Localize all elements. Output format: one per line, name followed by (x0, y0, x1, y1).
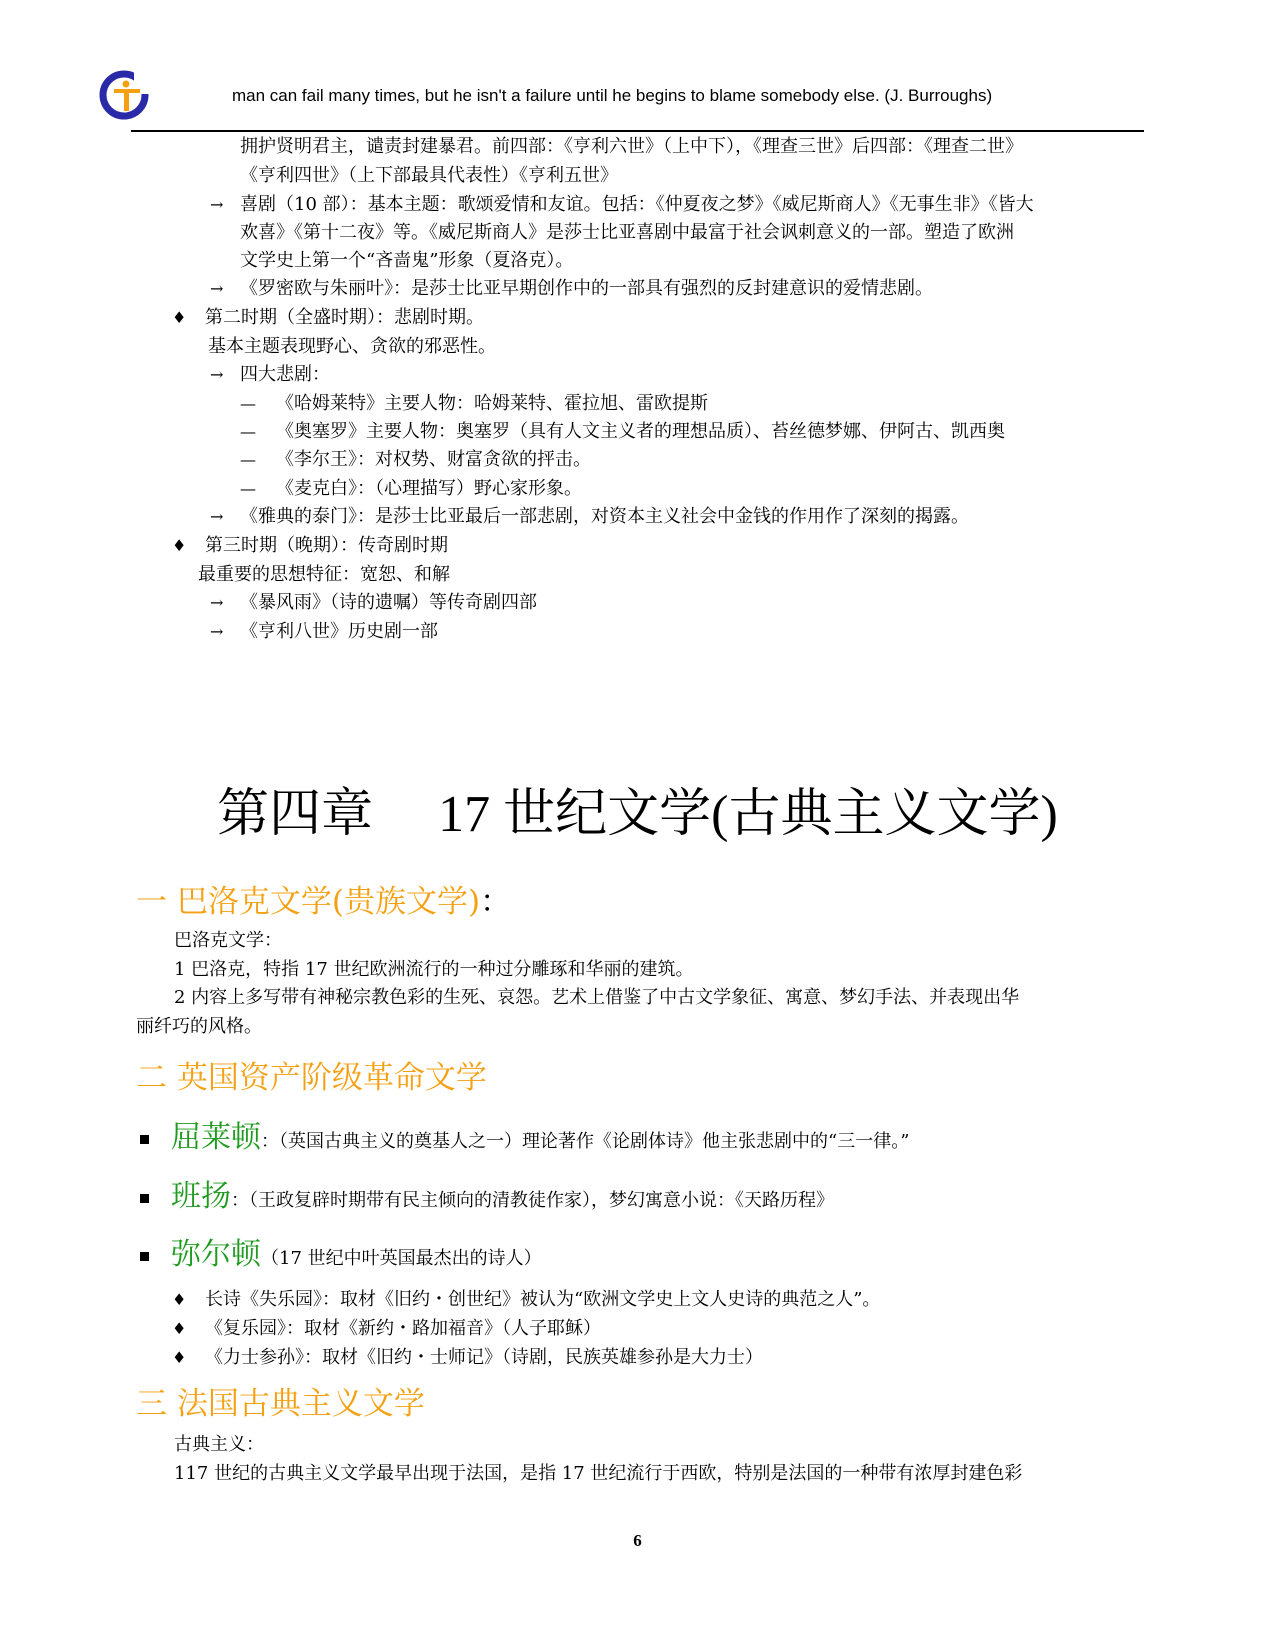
person-entry (140, 1235, 542, 1279)
period3-heading: 第三时期（晚期）：传奇剧时期 (205, 535, 448, 556)
henry8-text: 《亨利八世》历史剧一部 (240, 621, 438, 642)
period3-theme: 最重要的思想特征：宽恕、和解 (198, 564, 450, 585)
dash-icon: — (240, 422, 256, 441)
romeo-text: 《罗密欧与朱丽叶》：是莎士比亚早期创作中的一部具有强烈的反封建意识的爱情悲剧。 (240, 278, 933, 299)
paragraph: 巴洛克文学： (174, 930, 282, 951)
paragraph: 1 巴洛克，特指 17 世纪欧洲流行的一种过分雕琢和华丽的建筑。 (174, 959, 694, 980)
arrow-icon: → (210, 507, 224, 526)
tempest-text: 《暴风雨》（诗的遗嘱）等传奇剧四部 (240, 592, 537, 613)
milton-work: 《力士参孙》：取材《旧约・士师记》（诗剧，民族英雄参孙是大力士） (205, 1347, 763, 1368)
arrow-icon: → (210, 279, 224, 298)
section-heading-french-classicism: 三 法国古典主义文学 (136, 1386, 425, 1422)
square-bullet-icon (140, 1252, 149, 1261)
diamond-bullet-icon: ♦ (172, 1348, 187, 1367)
person-name: 弥尔顿 (171, 1237, 261, 1272)
person-name: 屈莱顿 (171, 1120, 261, 1155)
person-desc: ：（英国古典主义的奠基人之一）理论著作《论剧体诗》他主张悲剧中的“三一律。” (261, 1131, 910, 1152)
square-bullet-icon (140, 1135, 149, 1144)
person-entry (140, 1177, 834, 1221)
arrow-icon: → (210, 365, 224, 384)
section-heading-english-revolution: 二 英国资产阶级革命文学 (136, 1060, 487, 1096)
comedy-text: 喜剧（10 部）：基本主题：歌颂爱情和友谊。包括：《仲夏夜之梦》《威尼斯商人》《无事生非》《皆大 (240, 194, 1034, 215)
timon-text: 《雅典的泰门》：是莎士比亚最后一部悲剧，对资本主义社会中金钱的作用作了深刻的揭露。 (240, 506, 969, 527)
header-divider (131, 130, 1144, 132)
period2-theme: 基本主题表现野心、贪欲的邪恶性。 (208, 336, 496, 357)
paragraph: 丽纤巧的风格。 (136, 1016, 262, 1037)
period2-heading: 第二时期（全盛时期）：悲剧时期。 (205, 307, 484, 328)
person-desc: ：（王政复辟时期带有民主倾向的清教徒作家），梦幻寓意小说：《天路历程》 (231, 1190, 834, 1211)
paragraph: 2 内容上多写带有神秘宗教色彩的生死、哀怨。艺术上借鉴了中古文学象征、寓意、梦幻手法、并表现出华 (174, 987, 1020, 1008)
tragedy-item: 《李尔王》：对权势、财富贪欲的抨击。 (276, 449, 591, 470)
tragedy-item: 《奥塞罗》主要人物：奥塞罗（具有人文主义者的理想品质）、苔丝德梦娜、伊阿古、凯西奥 (276, 421, 1005, 442)
diamond-bullet-icon: ♦ (172, 536, 187, 555)
header-quote: man can fail many times, but he isn't a failure until he begins to blame somebody else. (J. Burroughs) (232, 86, 993, 105)
four-tragedies-heading: 四大悲剧： (240, 364, 330, 385)
section-heading-colon: ： (480, 884, 512, 920)
milton-work: 《复乐园》：取材《新约・路加福音》（人子耶稣） (205, 1318, 601, 1339)
person-name: 班扬 (171, 1179, 231, 1214)
comedy-text: 文学史上第一个“吝啬鬼”形象（夏洛克）。 (240, 250, 574, 271)
diamond-bullet-icon: ♦ (172, 308, 187, 327)
page-number: 6 (633, 1531, 642, 1550)
paragraph: 古典主义： (174, 1434, 264, 1455)
person-desc: （17 世纪中叶英国最杰出的诗人） (261, 1248, 542, 1269)
logo-icon (98, 68, 152, 122)
square-bullet-icon (140, 1194, 149, 1203)
diamond-bullet-icon: ♦ (172, 1290, 187, 1309)
section-heading-text: 一 巴洛克文学(贵族文学) (136, 884, 481, 920)
tragedy-item: 《麦克白》：（心理描写）野心家形象。 (276, 478, 582, 499)
arrow-icon: → (210, 593, 224, 612)
arrow-icon: → (210, 622, 224, 641)
milton-work: 长诗《失乐园》：取材《旧约・创世纪》被认为“欧洲文学史上文人史诗的典范之人”。 (205, 1289, 881, 1310)
tragedy-item: 《哈姆莱特》主要人物：哈姆莱特、霍拉旭、雷欧提斯 (276, 393, 708, 414)
text-line: 拥护贤明君主，谴责封建暴君。前四部：《亨利六世》（上中下），《理查三世》后四部：《理查二世》 (240, 136, 1023, 157)
dash-icon: — (240, 450, 256, 469)
section-heading-baroque (136, 882, 511, 922)
dash-icon: — (240, 479, 256, 498)
comedy-text: 欢喜》《第十二夜》等。《威尼斯商人》是莎士比亚喜剧中最富于社会讽刺意义的一部。塑造了欧洲 (240, 222, 1014, 243)
dash-icon: — (240, 394, 256, 413)
diamond-bullet-icon: ♦ (172, 1319, 187, 1338)
arrow-icon: → (210, 195, 224, 214)
chapter-title: 第四章 17 世纪文学(古典主义文学) (217, 786, 1058, 843)
paragraph: 117 世纪的古典主义文学最早出现于法国，是指 17 世纪流行于西欧，特别是法国的一种带有浓厚封建色彩 (174, 1463, 1023, 1484)
text-line: 《亨利四世》（上下部最具代表性）《亨利五世》 (240, 165, 618, 186)
person-entry (140, 1118, 909, 1162)
